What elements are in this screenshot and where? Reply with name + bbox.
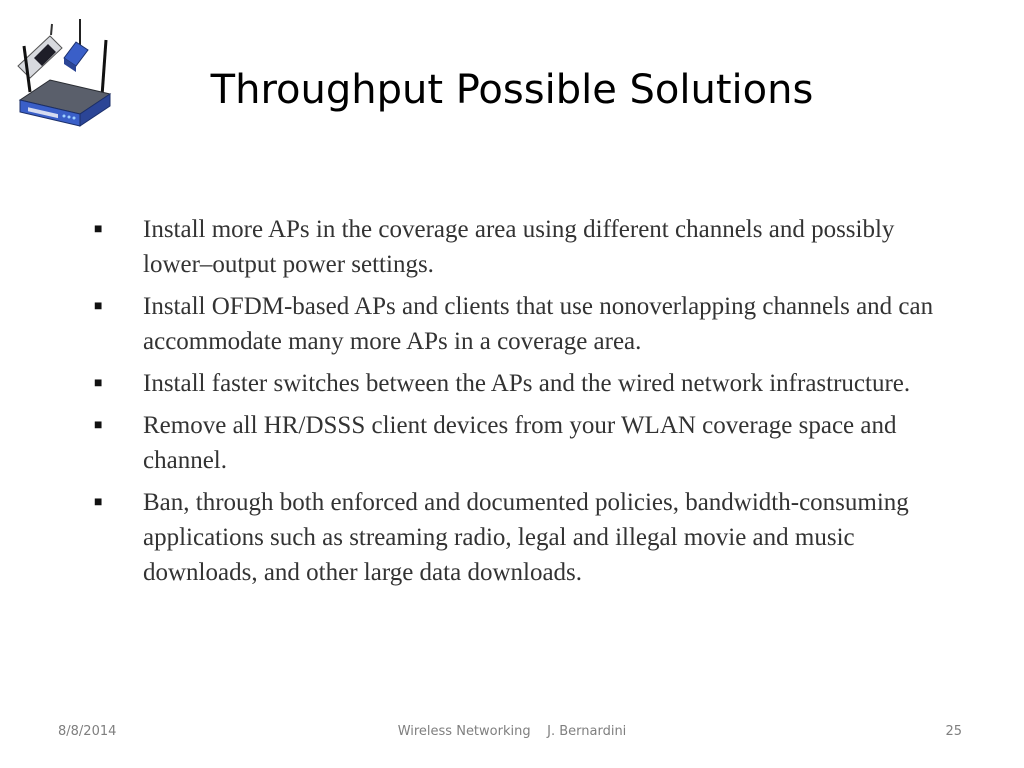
bullet-item	[88, 289, 948, 359]
bullet-text: Install OFDM-based APs and clients that use nonoverlapping channels and can accommodate many more APs in a coverage area.	[143, 293, 934, 355]
bullet-text: Ban, through both enforced and documented policies, bandwidth-consuming applications such as streaming radio, legal and illegal movie and music downloads, and other large data downloads.	[143, 489, 909, 586]
bullet-item	[88, 485, 948, 590]
bullet-square-icon: ■	[94, 299, 103, 314]
bullet-text: Install faster switches between the APs and the wired network infrastructure.	[143, 370, 911, 397]
page-number: 25	[945, 724, 962, 739]
bullet-item	[88, 212, 948, 282]
bullet-text: Remove all HR/DSSS client devices from your WLAN coverage space and channel.	[143, 412, 897, 474]
bullet-square-icon: ■	[94, 418, 103, 433]
footer-title-author: Wireless Networking J. Bernardini	[397, 724, 627, 739]
footer-date: 8/8/2014	[58, 724, 117, 739]
bullet-square-icon: ■	[94, 376, 103, 391]
bullet-item	[88, 366, 948, 401]
bullet-square-icon: ■	[94, 222, 103, 237]
bullet-list	[88, 212, 948, 597]
usb-adapter-icon	[64, 19, 88, 72]
bullet-square-icon: ■	[94, 495, 103, 510]
bullet-text: Install more APs in the coverage area using different channels and possibly lower–output power settings.	[143, 216, 895, 278]
slide-title: Throughput Possible Solutions	[210, 67, 814, 113]
bullet-item	[88, 408, 948, 478]
